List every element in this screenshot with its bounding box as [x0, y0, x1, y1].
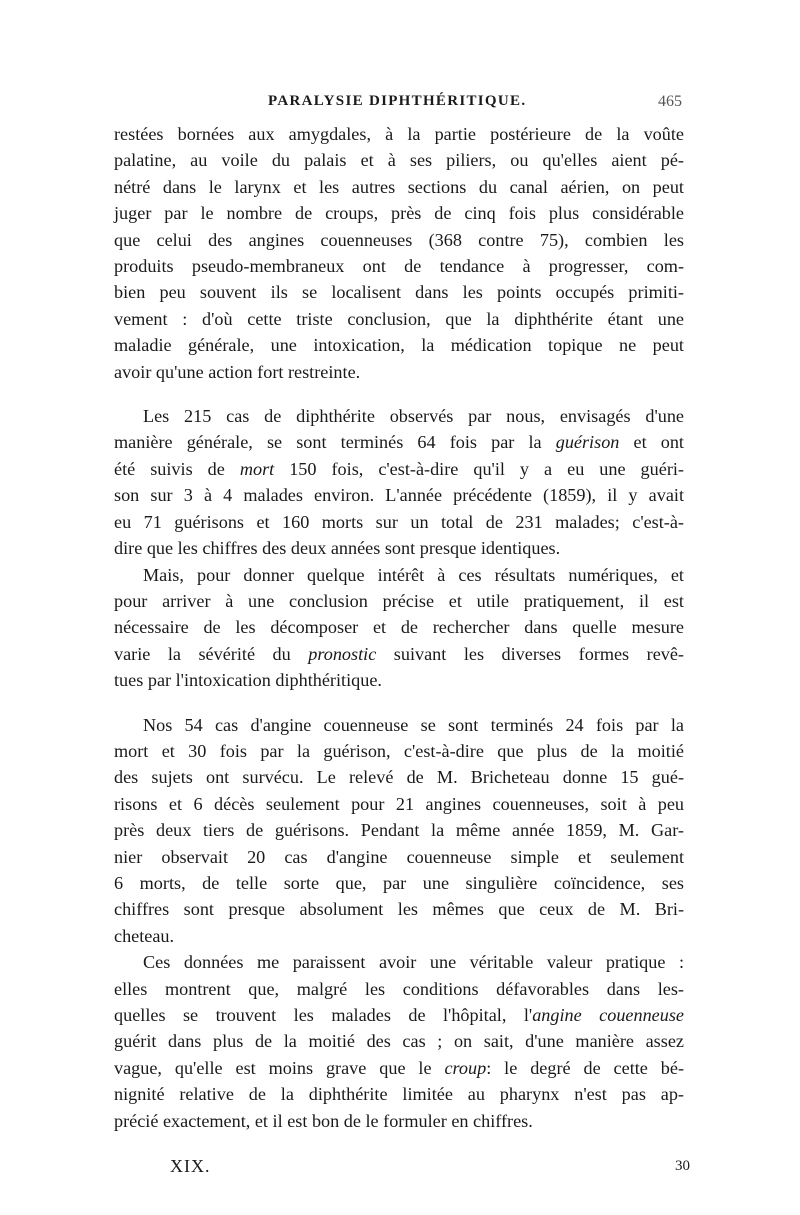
text-line: bien peu souvent ils se localisent dans les points occupés primiti-: [114, 282, 684, 303]
text-line: nignité relative de la diphthérite limitée au pharynx n'est pas ap-: [114, 1084, 684, 1105]
text-line: 6 morts, de telle sorte que, par une singulière coïncidence, ses: [114, 872, 684, 893]
text-line: pour arriver à une conclusion précise et utile pratiquement, il est: [114, 590, 684, 611]
paragraph-1: [114, 121, 684, 385]
text-segment: été suivis de: [114, 458, 240, 479]
italic-term: angine couenneuse: [532, 1005, 684, 1025]
text-line: palatine, au voile du palais et à ses piliers, ou qu'elles aient pé-: [114, 150, 684, 171]
text-line: [114, 456, 684, 482]
text-line: dire que les chiffres des deux années sont presque identiques.: [114, 538, 561, 559]
text-line: restées bornées aux amygdales, à la partie postérieure de la voûte: [114, 124, 684, 144]
text-segment: manière générale, se sont terminés 64 fois par la: [114, 432, 556, 453]
text-line: précié exactement, et il est bon de le formuler en chiffres.: [114, 1110, 533, 1131]
text-line: son sur 3 à 4 malades environ. L'année précédente (1859), il y avait: [114, 485, 684, 506]
text-segment: suivant les diverses formes revê-: [376, 643, 684, 664]
book-page: [114, 0, 690, 1215]
paragraph-2: [114, 403, 684, 561]
text-segment: 150 fois, c'est-à-dire qu'il y a eu une guéri-: [274, 458, 684, 479]
text-line: tues par l'intoxication diphthéritique.: [114, 670, 382, 691]
text-line: elles montrent que, malgré les conditions défavorables dans les-: [114, 978, 684, 999]
text-line: produits pseudo-membraneux ont de tendance à progresser, com-: [114, 256, 684, 277]
signature-mark: XIX.: [170, 1156, 211, 1176]
running-head: [114, 93, 684, 117]
paragraph-gap: [114, 385, 684, 403]
text-line: cheteau.: [114, 925, 175, 946]
text-line: avoir qu'une action fort restreinte.: [114, 361, 361, 382]
text-line: Nos 54 cas d'angine couenneuse se sont terminés 24 fois par la: [143, 714, 684, 735]
text-line: près deux tiers de guérisons. Pendant la même année 1859, M. Gar-: [114, 820, 684, 841]
text-line: nier observait 20 cas d'angine couenneuse simple et seulement: [114, 846, 684, 867]
text-line: des sujets ont survécu. Le relevé de M. Bricheteau donne 15 gué-: [114, 767, 684, 788]
text-line: Ces données me paraissent avoir une véritable valeur pratique :: [143, 952, 684, 973]
text-line: chiffres sont presque absolument les mêmes que ceux de M. Bri-: [114, 899, 684, 920]
italic-term: mort: [239, 458, 275, 479]
text-line: Mais, pour donner quelque intérêt à ces résultats numériques, et: [143, 564, 684, 585]
text-line: [114, 1002, 684, 1028]
text-line: [114, 1055, 684, 1081]
running-title: PARALYSIE DIPHTHÉRITIQUE.: [268, 93, 527, 109]
page-number: 465: [658, 93, 682, 110]
text-line: [114, 641, 684, 667]
text-line: juger par le nombre de croups, près de cinq fois plus considérable: [114, 203, 684, 224]
italic-term: croup: [444, 1057, 487, 1078]
italic-term: guérison: [555, 432, 620, 453]
text-segment: varie la sévérité du: [114, 643, 309, 664]
text-line: guérit dans plus de la moitié des cas ; on sait, d'une manière assez: [114, 1031, 684, 1052]
text-line: Les 215 cas de diphthérite observés par nous, envisagés d'une: [143, 406, 684, 427]
paragraph-4: [114, 712, 684, 950]
text-segment: et ont: [619, 432, 684, 453]
text-line: [114, 429, 684, 455]
paragraph-5: [114, 949, 684, 1134]
paragraph-gap: [114, 694, 684, 712]
text-line: eu 71 guérisons et 160 morts sur un total de 231 malades; c'est-à-: [114, 511, 684, 532]
paragraph-3: [114, 562, 684, 694]
text-segment: quelles se trouvent les malades de l'hôpital, l': [114, 1005, 533, 1025]
body-text: [114, 121, 684, 1134]
text-line: que celui des angines couenneuses (368 contre 75), combien les: [114, 229, 684, 250]
text-line: mort et 30 fois par la guérison, c'est-à-dire que plus de la moitié: [114, 740, 684, 761]
italic-term: pronostic: [308, 643, 377, 664]
text-line: maladie générale, une intoxication, la médication topique ne peut: [114, 335, 684, 356]
text-line: nétré dans le larynx et les autres sections du canal aérien, on peut: [114, 176, 684, 197]
text-segment: : le degré de cette bé-: [486, 1057, 685, 1078]
page-footer: [170, 1156, 690, 1182]
text-line: nécessaire de les décomposer et de rechercher dans quelle mesure: [114, 617, 684, 638]
text-line: vement : d'où cette triste conclusion, que la diphthérite étant une: [114, 308, 684, 329]
text-segment: vague, qu'elle est moins grave que le: [114, 1057, 445, 1078]
text-line: risons et 6 décès seulement pour 21 angines couenneuses, soit à peu: [114, 793, 684, 814]
sheet-number: 30: [675, 1158, 690, 1174]
